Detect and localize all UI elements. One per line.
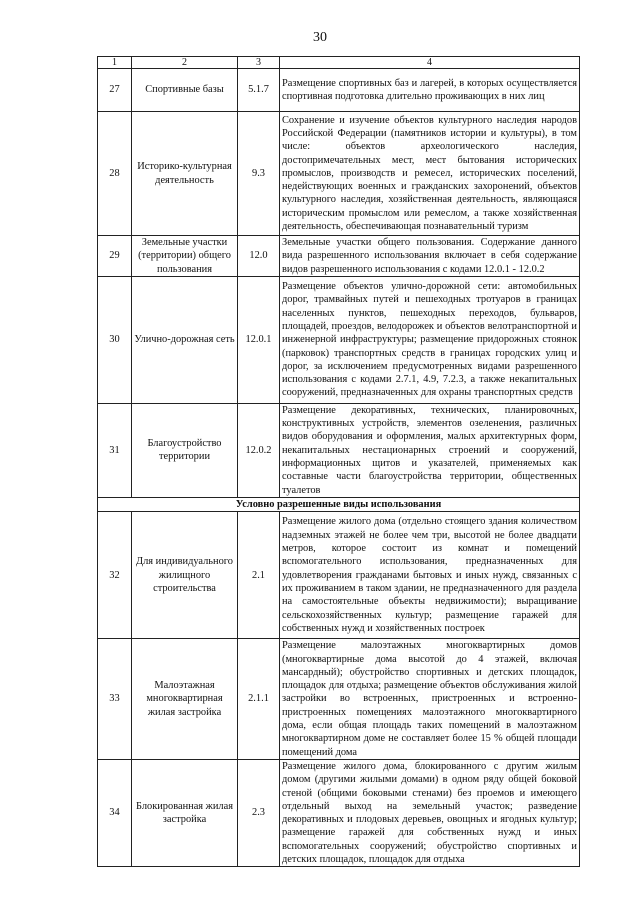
land-use-table bbox=[97, 56, 580, 867]
row-number: 32 bbox=[98, 512, 132, 639]
use-type-description: Сохранение и изучение объектов культурного наследия народов Российской Федерации (памятников истории и культуры), в том числе: объектов археологического наследия, достопримечательных мест, мест бытования исторических промыслов, производств и ремесел, исторических поселений, недействующих военных и гражданских захоронений, объектов культурного наследия, хозяйственная деятельность, являющаяся историческим промыслом или ремеслом, а также хозяйственная деятельность, обеспечивающая познавательный туризм bbox=[280, 112, 580, 236]
use-type-description: Размещение малоэтажных многоквартирных домов (многоквартирные дома высотой до 4 этажей, включая мансардный); обустройство спортивных и детских площадок, площадок для отдыха; размещение объектов обслуживания жилой застройки во встроенных, пристроенных и встроенно-пристроенных помещениях малоэтажного многоквартирного дома, если общая площадь таких помещений в малоэтажном многоквартирном доме не составляет более 15 % общей площади помещений дома bbox=[280, 639, 580, 760]
use-type-code: 2.1 bbox=[238, 512, 280, 639]
use-type-description: Размещение спортивных баз и лагерей, в которых осуществляется спортивная подготовка длительно проживающих в них лиц bbox=[280, 69, 580, 112]
table-row bbox=[98, 69, 580, 112]
section-row bbox=[98, 497, 580, 511]
use-type-description: Размещение жилого дома (отдельно стоящего здания количеством надземных этажей не более чем три, высотой не более двадцати метров, которое состоит из комнат и помещений вспомогательного использования, предназначенных для удовлетворения гражданами бытовых и иных нужд, связанных с их проживанием в таком здании, не предназначенного для раздела на самостоятельные объекты недвижимости); выращивание сельскохозяйственных культур; размещение гаражей для собственных нужд и хозяйственных построек bbox=[280, 512, 580, 639]
use-type-description: Размещение объектов улично-дорожной сети: автомобильных дорог, трамвайных путей и пешеходных тротуаров в границах населенных пунктов, пешеходных переходов, бульваров, площадей, проездов, велодорожек и объектов велотранспортной и инженерной инфраструктуры; размещение придорожных стоянок (парковок) транспортных средств в границах городских улиц и дорог, за исключением предусмотренных видами разрешенного использования с кодами 2.7.1, 4.9, 7.2.3, а также некапитальных сооружений, предназначенных для охраны транспортных средств bbox=[280, 276, 580, 403]
use-type-description: Земельные участки общего пользования. Содержание данного вида разрешенного использования включает в себя содержание видов разрешенного использования с кодами 12.0.1 - 12.0.2 bbox=[280, 236, 580, 277]
table-row bbox=[98, 403, 580, 497]
use-type-code: 9.3 bbox=[238, 112, 280, 236]
use-type-code: 5.1.7 bbox=[238, 69, 280, 112]
header-col-3: 3 bbox=[238, 57, 280, 69]
use-type-name: Историко-культурная деятельность bbox=[132, 112, 238, 236]
use-type-name: Малоэтажная многоквартирная жилая застройка bbox=[132, 639, 238, 760]
table-header-row bbox=[98, 57, 580, 69]
use-type-description: Размещение декоративных, технических, планировочных, конструктивных устройств, элементов озеленения, различных видов оборудования и оформления, малых архитектурных форм, некапитальных нестационарных строений и сооружений, информационных щитов и указателей, применяемых как составные части благоустройства территории, общественных туалетов bbox=[280, 403, 580, 497]
header-col-2: 2 bbox=[132, 57, 238, 69]
use-type-code: 12.0.2 bbox=[238, 403, 280, 497]
row-number: 33 bbox=[98, 639, 132, 760]
page-number: 30 bbox=[313, 30, 327, 45]
header-col-4: 4 bbox=[280, 57, 580, 69]
header-col-1: 1 bbox=[98, 57, 132, 69]
use-type-code: 2.1.1 bbox=[238, 639, 280, 760]
use-type-code: 2.3 bbox=[238, 759, 280, 866]
table-row bbox=[98, 112, 580, 236]
row-number: 29 bbox=[98, 236, 132, 277]
row-number: 34 bbox=[98, 759, 132, 866]
section-title: Условно разрешенные виды использования bbox=[98, 497, 580, 511]
use-type-name: Спортивные базы bbox=[132, 69, 238, 112]
table-row bbox=[98, 276, 580, 403]
use-type-description: Размещение жилого дома, блокированного с другим жилым домом (другими жилыми домами) в одном ряду общей боковой стеной (общими боковыми стенами) без проемов и имеющего отдельный выход на земельный участок; разведение декоративных и плодовых деревьев, овощных и ягодных культур; размещение гаражей для собственных нужд и иных вспомогательных сооружений; обустройство спортивных и детских площадок, площадок для отдыха bbox=[280, 759, 580, 866]
use-type-code: 12.0 bbox=[238, 236, 280, 277]
use-type-code: 12.0.1 bbox=[238, 276, 280, 403]
use-type-name: Для индивидуального жилищного строительства bbox=[132, 512, 238, 639]
use-type-name: Благоустройство территории bbox=[132, 403, 238, 497]
use-type-name: Земельные участки (территории) общего пользования bbox=[132, 236, 238, 277]
use-type-name: Блокированная жилая застройка bbox=[132, 759, 238, 866]
row-number: 27 bbox=[98, 69, 132, 112]
row-number: 30 bbox=[98, 276, 132, 403]
table-row bbox=[98, 759, 580, 866]
use-type-name: Улично-дорожная сеть bbox=[132, 276, 238, 403]
table-row bbox=[98, 639, 580, 760]
table-row bbox=[98, 236, 580, 277]
row-number: 28 bbox=[98, 112, 132, 236]
table-row bbox=[98, 512, 580, 639]
row-number: 31 bbox=[98, 403, 132, 497]
